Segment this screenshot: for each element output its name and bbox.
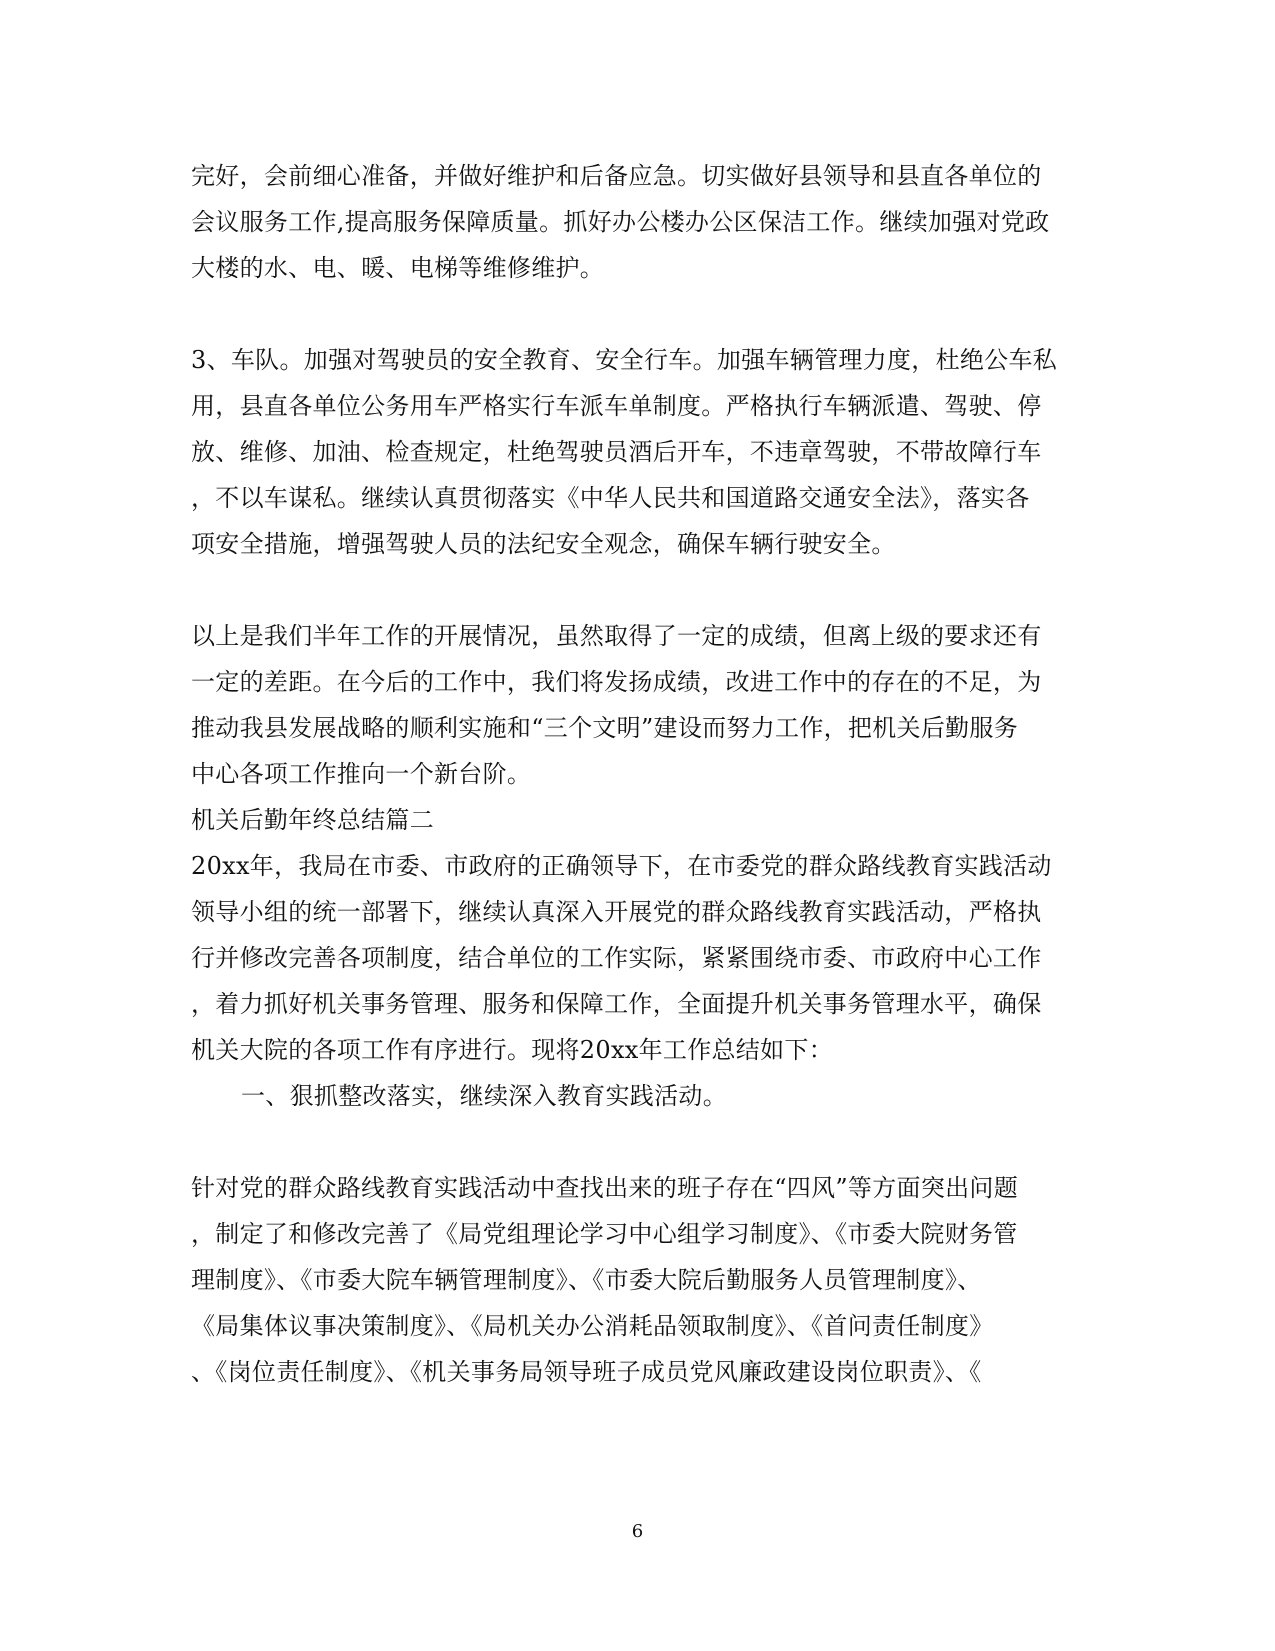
text-line: 放、维修、加油、检查规定，杜绝驾驶员酒后开车，不违章驾驶，不带故障行车 [191,438,1042,466]
text-line: 一定的差距。在今后的工作中，我们将发扬成绩，改进工作中的存在的不足，为 [191,668,1042,696]
text-line: 领导小组的统一部署下，继续认真深入开展党的群众路线教育实践活动，严格执 [191,898,1042,926]
text-line: 行并修改完善各项制度，结合单位的工作实际，紧紧围绕市委、市政府中心工作 [191,944,1042,972]
page-number: 6 [631,1521,644,1542]
section-title: 机关后勤年终总结篇二 [191,806,434,834]
text-line: 3、车队。加强对驾驶员的安全教育、安全行车。加强车辆管理力度，杜绝公车私 [191,346,1058,374]
text-line: 中心各项工作推向一个新台阶。 [191,760,532,788]
text-line: ，不以车谋私。继续认真贯彻落实《中华人民共和国道路交通安全法》，落实各 [191,484,1030,512]
text-line: 大楼的水、电、暖、电梯等维修维护。 [191,254,605,282]
text-line: 理制度》、《市委大院车辆管理制度》、《市委大院后勤服务人员管理制度》、 [191,1266,982,1294]
text-line: 完好，会前细心准备，并做好维护和后备应急。切实做好县领导和县直各单位的 [191,162,1042,190]
text-line: 会议服务工作,提高服务保障质量。抓好办公楼办公区保洁工作。继续加强对党政 [191,208,1050,236]
text-line: 机关大院的各项工作有序进行。现将20xx年工作总结如下： [191,1036,834,1064]
text-line: 、《岗位责任制度》、《机关事务局领导班子成员党风廉政建设岗位职责》、《 [191,1358,982,1386]
text-line: 针对党的群众路线教育实践活动中查找出来的班子存在“四风”等方面突出问题 [191,1174,1019,1202]
text-line: ，制定了和修改完善了《局党组理论学习中心组学习制度》、《市委大院财务管 [191,1220,1018,1248]
heading-one: 一、狠抓整改落实，继续深入教育实践活动。 [241,1082,727,1110]
text-line: 项安全措施，增强驾驶人员的法纪安全观念，确保车辆行驶安全。 [191,530,896,558]
text-line: 以上是我们半年工作的开展情况，虽然取得了一定的成绩，但离上级的要求还有 [191,622,1042,650]
text-line: 20xx年，我局在市委、市政府的正确领导下，在市委党的群众路线教育实践活动 [191,852,1052,880]
text-line: ，着力抓好机关事务管理、服务和保障工作，全面提升机关事务管理水平，确保 [191,990,1042,1018]
text-line: 《局集体议事决策制度》、《局机关办公消耗品领取制度》、《首问责任制度》 [191,1312,994,1340]
text-line: 用，县直各单位公务用车严格实行车派车单制度。严格执行车辆派遣、驾驶、停 [191,392,1042,420]
text-line: 推动我县发展战略的顺利实施和“三个文明”建设而努力工作，把机关后勤服务 [191,714,1019,742]
